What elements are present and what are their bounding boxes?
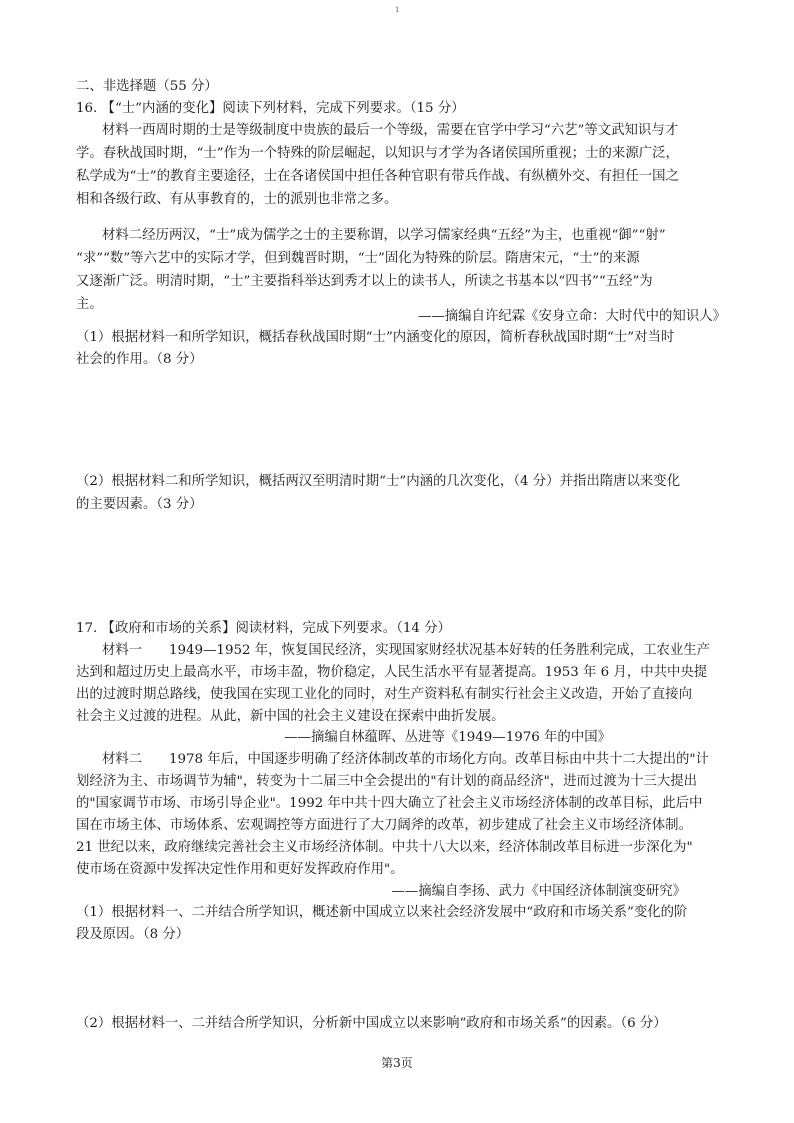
q17-material2-line: 使市场在资源中发挥决定性作用和更好发挥政府作用"。	[76, 862, 404, 877]
q16-material1-line: 私学成为“士”的教育主要途径，士在各诸侯国中担任各种官职有带兵作战、有纵横外交、有担任一国之	[76, 169, 679, 184]
q17-material1-line: 材料一 1949—1952 年，恢复国民经济，实现国家财经状况基本好转的任务胜利完成，工农业生产	[102, 643, 711, 658]
q17-material1-line: 达到和超过历史上最高水平，市场丰盈，物价稳定，人民生活水平有显著提高。1953 年 6 月，中共中央提	[76, 665, 708, 680]
q16-subquestion-1: 社会的作用。（8 分）	[76, 352, 203, 367]
q16-title: 16. 【“士”内涵的变化】阅读下列材料，完成下列要求。（15 分）	[76, 101, 465, 116]
q17-subquestion-1: （1）根据材料一、二并结合所学知识，概述新中国成立以来社会经济发展中“政府和市场关系”变化的阶	[76, 905, 688, 920]
q17-subquestion-2: （2）根据材料一、二并结合所学知识，分析新中国成立以来影响“政府和市场关系”的因素。（6 分）	[76, 1016, 667, 1031]
q16-material1-line: 学。春秋战国时期，“士”作为一个特殊的阶层崛起，以知识与才学为各诸侯国所重视；士的来源广泛，	[76, 146, 679, 161]
q17-title: 17. 【政府和市场的关系】阅读材料，完成下列要求。（14 分）	[76, 621, 451, 636]
q17-material2-line: 划经济为主、市场调节为辅"，转变为十二届三中全会提出的"有计划的商品经济"，进而过渡为十三大提出	[76, 774, 698, 789]
q17-source2: ——摘编自李扬、武力《中国经济体制演变研究》	[391, 884, 686, 899]
q17-material1-line: 社会主义过渡的进程。从此，新中国的社会主义建设在探索中曲折发展。	[76, 709, 505, 724]
q16-material2-line: 主。	[76, 297, 103, 312]
q16-material2-line: 又逐渐广泛。明清时期，“士”主要指科举达到秀才以上的读书人，所读之书基本以“四书”“五经”为	[76, 274, 653, 289]
q16-material1-line: 相和各级行政、有从事教育的，士的派别也非常之多。	[76, 192, 398, 207]
q17-material2-line: 国在市场主体、市场体系、宏观调控等方面进行了大刀阔斧的改革，初步建成了社会主义市场经济体制。	[76, 818, 692, 833]
top-mark: 1	[395, 6, 400, 14]
q16-source: ——摘编自许纪霖《安身立命：大时代中的知识人》	[418, 309, 726, 324]
q16-subquestion-2: （2）根据材料二和所学知识，概括两汉至明清时期“士”内涵的几次变化，（4 分）并指出隋唐以来变化	[76, 474, 681, 489]
section-header: 二、非选择题（55 分）	[76, 79, 218, 94]
q17-material2-line: 的"国家调节市场、市场引导企业"。1992 年中共十四大确立了社会主义市场经济体制的改革目标，此后中	[76, 796, 703, 811]
q17-source1: ——摘编自林蕴晖、丛进等《1949—1976 年的中国》	[284, 730, 611, 745]
q17-material2-line: 材料二 1978 年后，中国逐步明确了经济体制改革的市场化方向。改革目标由中共十二大提出的"计	[102, 752, 709, 767]
q16-material1-line: 材料一西周时期的士是等级制度中贵族的最后一个等级，需要在官学中学习“六艺”等文武知识与才	[102, 123, 679, 138]
q17-material1-line: 出的过渡时期总路线，使我国在实现工业化的同时，对生产资料私有制实行社会主义改造，开始了直接向	[76, 687, 692, 702]
q16-subquestion-1: （1）根据材料一和所学知识，概括春秋战国时期“士”内涵变化的原因，简析春秋战国时期“士”对当时	[76, 330, 675, 345]
q16-subquestion-2: 的主要因素。（3 分）	[76, 497, 203, 512]
q17-material2-line: 21 世纪以来，政府继续完善社会主义市场经济体制。中共十八大以来，经济体制改革目标进一步深化为"	[76, 840, 693, 855]
q16-material2-line: “求”“数”等六艺中的实际才学，但到魏晋时期，“士”固化为特殊的阶层。隋唐宋元，“士”的来源	[76, 251, 640, 266]
q16-material2-line: 材料二经历两汉，“士”成为儒学之士的主要称谓，以学习儒家经典“五经”为主，也重视“御”“射”	[102, 228, 666, 243]
q17-subquestion-1: 段及原因。（8 分）	[76, 927, 190, 942]
page-number: 第3页	[381, 1056, 413, 1070]
